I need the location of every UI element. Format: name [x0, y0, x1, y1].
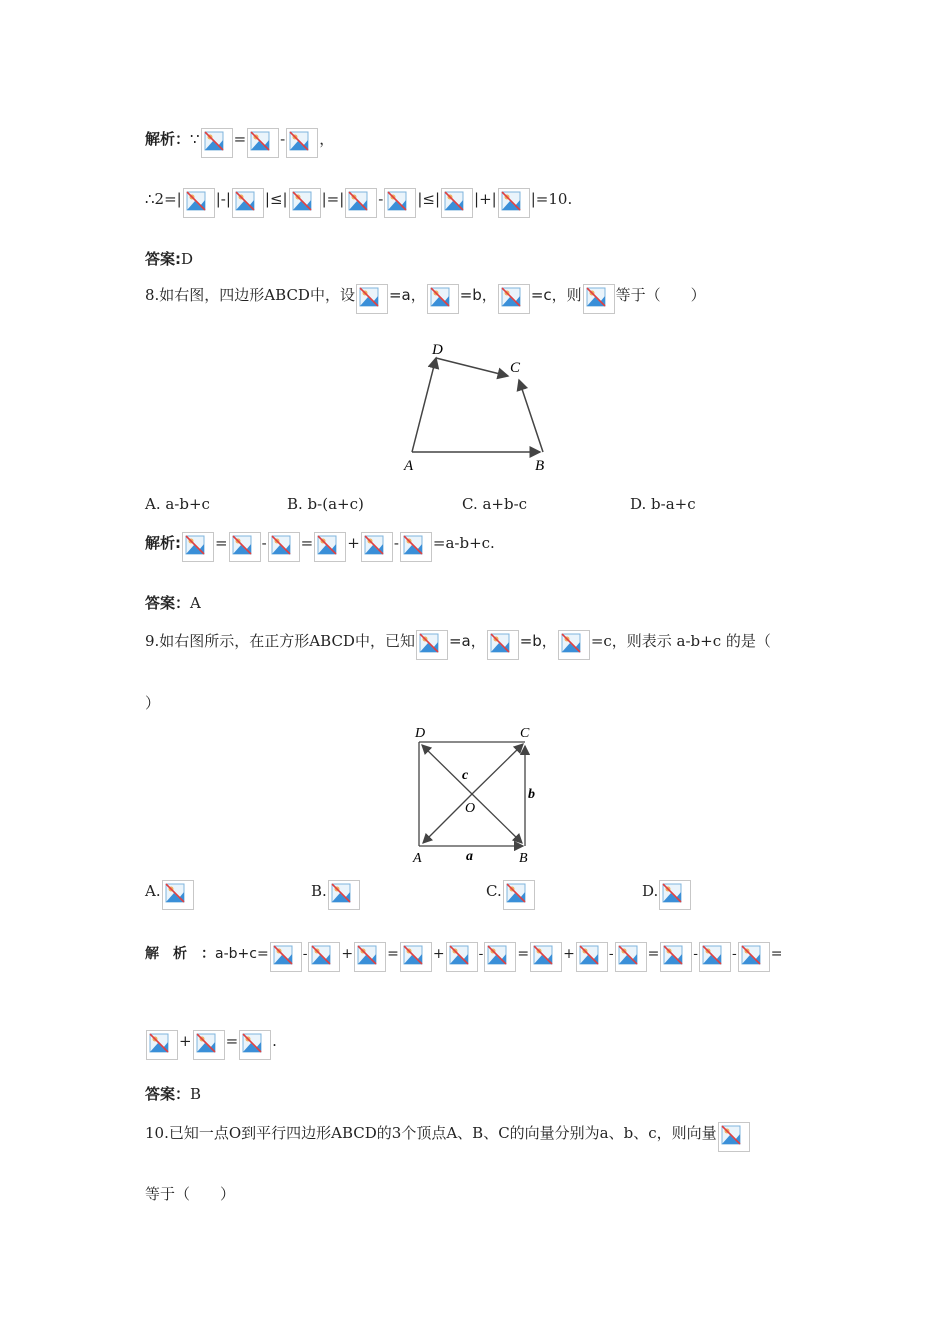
option-label: C.: [486, 882, 502, 900]
op: +: [563, 946, 575, 962]
broken-image-icon: [501, 287, 521, 307]
formula-image: [201, 128, 233, 158]
q9-analysis-cont: [145, 1030, 277, 1060]
q7-answer-line: [145, 248, 193, 270]
broken-image-icon: [586, 287, 606, 307]
label-A: A: [404, 458, 414, 474]
eq-a: =a，: [388, 286, 426, 304]
broken-image-icon: [662, 883, 682, 903]
eq-a: =a，: [448, 632, 486, 650]
formula-image: [354, 942, 386, 972]
formula-image: [498, 188, 530, 218]
broken-image-icon: [721, 1125, 741, 1145]
broken-image-icon: [204, 131, 224, 151]
op: =: [215, 534, 228, 552]
broken-image-icon: [311, 945, 331, 965]
formula-image: [738, 942, 770, 972]
analysis-label: 解析:: [145, 534, 181, 552]
op: |+|: [474, 190, 497, 208]
formula-image: [503, 880, 535, 910]
formula-image: [576, 942, 608, 972]
analysis-start: a-b+c=: [215, 946, 269, 962]
q9-answer-line: [145, 1083, 201, 1105]
formula-image: [247, 128, 279, 158]
formula-image: [162, 880, 194, 910]
label-vec-a: a: [466, 849, 473, 864]
label-vec-b: b: [528, 787, 535, 802]
minus-sign: -: [280, 130, 286, 148]
broken-image-icon: [364, 535, 384, 555]
op: =: [300, 534, 314, 552]
q8-option-d: D. b-a+c: [630, 495, 696, 513]
op: -: [732, 946, 737, 962]
broken-image-icon: [741, 945, 761, 965]
q9-option-b: [311, 880, 361, 910]
q7-therefore-line: [145, 188, 572, 218]
broken-image-icon: [403, 535, 423, 555]
q10-question-cont: 等于（ ）: [145, 1185, 236, 1203]
op: -: [378, 190, 384, 208]
vector-ad: [412, 358, 436, 452]
op: .: [272, 1032, 277, 1050]
q9-question-prefix: 9.如右图所示，在正方形ABCD中，已知: [145, 632, 415, 650]
q7-analysis-label: 解析：: [145, 130, 191, 148]
op: |=|: [321, 190, 345, 208]
formula-image: [356, 284, 388, 314]
eq-b: =b，: [459, 286, 497, 304]
op: =: [225, 1032, 239, 1050]
op: -: [693, 946, 699, 962]
q10-question: 10.已知一点O到平行四边形ABCD的3个顶点A、B、C的向量分别为a、b、c，则向量: [145, 1124, 717, 1142]
q8-option-b: B. b-(a+c): [287, 495, 364, 513]
formula-image: [182, 532, 214, 562]
vector-oc: [472, 744, 523, 794]
op: |≤|: [264, 190, 288, 208]
broken-image-icon: [250, 131, 270, 151]
op: |-|: [215, 190, 231, 208]
op: |≤|: [417, 190, 441, 208]
formula-image: [583, 284, 615, 314]
formula-image: [484, 942, 516, 972]
vector-dc: [436, 358, 508, 376]
broken-image-icon: [561, 633, 581, 653]
broken-image-icon: [490, 633, 510, 653]
formula-image: [308, 942, 340, 972]
broken-image-icon: [430, 287, 450, 307]
q9-question-line: [145, 630, 771, 660]
answer-value: A: [190, 594, 201, 612]
formula-image: [446, 942, 478, 972]
formula-image: [699, 942, 731, 972]
q8-answer-line: [145, 592, 201, 614]
op: =: [387, 946, 399, 962]
vector-ob: [472, 794, 522, 843]
broken-image-icon: [533, 945, 553, 965]
label-C: C: [520, 726, 530, 741]
broken-image-icon: [618, 945, 638, 965]
answer-value: D: [181, 250, 194, 268]
formula-image: [498, 284, 530, 314]
eq-b: =b，: [519, 632, 557, 650]
formula-image: [558, 630, 590, 660]
op: -: [302, 946, 308, 962]
op: =: [647, 946, 660, 962]
formula-image: [229, 532, 261, 562]
broken-image-icon: [317, 535, 337, 555]
comma: ，: [319, 130, 335, 148]
option-label: D.: [642, 882, 659, 900]
answer-label: 答案：: [145, 1085, 191, 1103]
op: -: [478, 946, 484, 962]
q9-option-a: [145, 880, 195, 910]
op: +: [179, 1032, 192, 1050]
op: +: [341, 946, 354, 962]
q9-option-c: [486, 880, 536, 910]
formula-image: [400, 532, 432, 562]
formula-image: [328, 880, 360, 910]
formula-image: [361, 532, 393, 562]
broken-image-icon: [165, 883, 185, 903]
formula-image: [487, 630, 519, 660]
broken-image-icon: [289, 131, 309, 151]
broken-image-icon: [273, 945, 293, 965]
broken-image-icon: [149, 1033, 169, 1053]
broken-image-icon: [185, 535, 205, 555]
broken-image-icon: [235, 191, 255, 211]
label-C: C: [510, 360, 521, 376]
formula-image: [289, 188, 321, 218]
broken-image-icon: [331, 883, 351, 903]
q8-option-c: C. a+b-c: [462, 495, 528, 513]
q8-question-prefix: 8.如右图，四边形ABCD中，设: [145, 286, 355, 304]
formula-image: [400, 942, 432, 972]
label-vec-c: c: [462, 768, 469, 783]
therefore-prefix: ∴2=|: [145, 190, 182, 208]
q9-analysis-line: [145, 942, 783, 972]
formula-image: [441, 188, 473, 218]
answer-label: 答案：: [145, 594, 191, 612]
formula-image: [146, 1030, 178, 1060]
q7-analysis-line: [145, 128, 334, 158]
broken-image-icon: [232, 535, 252, 555]
broken-image-icon: [348, 191, 368, 211]
label-B: B: [519, 851, 528, 866]
broken-image-icon: [506, 883, 526, 903]
broken-image-icon: [271, 535, 291, 555]
op: -: [393, 534, 399, 552]
q8-option-a: A. a-b+c: [145, 495, 210, 513]
formula-image: [427, 284, 459, 314]
vector-bc: [519, 380, 543, 452]
broken-image-icon: [663, 945, 683, 965]
q8-quadrilateral-figure: [395, 338, 565, 478]
q9-square-figure: [405, 722, 545, 867]
broken-image-icon: [487, 945, 507, 965]
label-O: O: [465, 801, 476, 816]
broken-image-icon: [579, 945, 599, 965]
q8-analysis-line: [145, 532, 495, 562]
formula-image: [239, 1030, 271, 1060]
q9-option-d: [642, 880, 692, 910]
analysis-end: =a-b+c.: [432, 534, 495, 552]
formula-image: [270, 942, 302, 972]
broken-image-icon: [449, 945, 469, 965]
formula-image: [193, 1030, 225, 1060]
broken-image-icon: [186, 191, 206, 211]
formula-image: [183, 188, 215, 218]
broken-image-icon: [403, 945, 423, 965]
broken-image-icon: [359, 287, 379, 307]
op: =: [517, 946, 530, 962]
op: |=10.: [530, 190, 573, 208]
formula-image: [232, 188, 264, 218]
broken-image-icon: [419, 633, 439, 653]
label-D: D: [415, 726, 426, 741]
formula-image: [384, 188, 416, 218]
q8-question-suffix: 等于（ ）: [615, 286, 706, 304]
broken-image-icon: [444, 191, 464, 211]
formula-image: [416, 630, 448, 660]
answer-value: B: [190, 1085, 202, 1103]
broken-image-icon: [242, 1033, 262, 1053]
label-A: A: [413, 851, 422, 866]
formula-image: [530, 942, 562, 972]
op: +: [347, 534, 360, 552]
op: -: [261, 534, 267, 552]
option-label: A.: [145, 882, 161, 900]
formula-image: [268, 532, 300, 562]
label-D: D: [432, 342, 443, 358]
broken-image-icon: [501, 191, 521, 211]
formula-image: [314, 532, 346, 562]
answer-label: 答案:: [145, 250, 181, 268]
broken-image-icon: [357, 945, 377, 965]
formula-image: [286, 128, 318, 158]
label-B: B: [535, 458, 545, 474]
broken-image-icon: [292, 191, 312, 211]
broken-image-icon: [387, 191, 407, 211]
eq-c: =c，则表示 a-b+c 的是（: [590, 632, 771, 650]
broken-image-icon: [196, 1033, 216, 1053]
op: +: [432, 946, 445, 962]
op: -: [608, 946, 614, 962]
option-label: B.: [311, 882, 327, 900]
eq-sign: =: [233, 130, 247, 148]
q10-question-line: [145, 1122, 751, 1152]
formula-image: [718, 1122, 750, 1152]
broken-image-icon: [702, 945, 722, 965]
formula-image: [660, 942, 692, 972]
analysis-label: 解 析 ：: [145, 946, 215, 962]
q9-close-paren: ）: [145, 694, 161, 712]
q8-question-line: [145, 284, 706, 314]
because-symbol: ∵: [190, 130, 200, 148]
formula-image: [659, 880, 691, 910]
formula-image: [345, 188, 377, 218]
formula-image: [615, 942, 647, 972]
op: =: [770, 946, 783, 962]
eq-c: =c，则: [530, 286, 582, 304]
